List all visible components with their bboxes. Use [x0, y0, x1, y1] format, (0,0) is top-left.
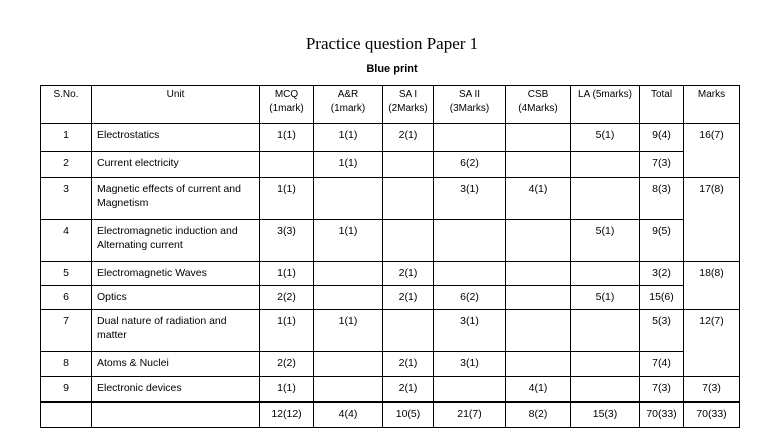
total-csb: 8(2)	[506, 402, 571, 428]
cell-mcq: 3(3)	[260, 220, 314, 262]
total-marks: 70(33)	[684, 402, 740, 428]
cell-mcq: 2(2)	[260, 352, 314, 377]
cell-ar	[314, 352, 383, 377]
cell-total: 7(3)	[640, 377, 684, 402]
cell-sa2: 3(1)	[434, 178, 506, 220]
cell-unit: Electrostatics	[92, 124, 260, 152]
cell-ar: 1(1)	[314, 310, 383, 352]
table-row	[41, 377, 740, 402]
header-sa2	[434, 86, 506, 124]
cell-sa2	[434, 377, 506, 402]
cell-total: 5(3)	[640, 310, 684, 352]
cell-sno: 9	[41, 377, 92, 402]
header-ar-label: A&R	[337, 89, 359, 100]
cell-sno: 5	[41, 262, 92, 286]
header-sa2-label: SA II	[458, 89, 481, 100]
cell-sa2	[434, 124, 506, 152]
page-title: Practice question Paper 1	[305, 34, 479, 53]
cell-la	[571, 262, 640, 286]
table-row	[41, 220, 740, 262]
total-sno	[41, 402, 92, 428]
cell-sa1: 2(1)	[383, 377, 434, 402]
cell-csb	[506, 310, 571, 352]
blueprint-table	[40, 85, 740, 428]
cell-total: 9(4)	[640, 124, 684, 152]
cell-marks: 18(8)	[684, 262, 740, 310]
cell-mcq	[260, 152, 314, 178]
cell-ar: 1(1)	[314, 152, 383, 178]
cell-sa1	[383, 152, 434, 178]
header-mcq-label: MCQ	[274, 89, 299, 100]
cell-unit: Atoms & Nuclei	[92, 352, 260, 377]
table-row	[41, 310, 740, 352]
cell-ar	[314, 178, 383, 220]
table-header-row	[41, 86, 740, 124]
cell-mcq: 1(1)	[260, 124, 314, 152]
header-sa1	[383, 86, 434, 124]
header-mcq-sub: (1mark)	[269, 103, 304, 114]
cell-mcq: 2(2)	[260, 286, 314, 310]
header-sno: S.No.	[41, 86, 92, 124]
cell-sno: 4	[41, 220, 92, 262]
cell-sa2: 3(1)	[434, 352, 506, 377]
cell-sno: 1	[41, 124, 92, 152]
cell-unit: Electromagnetic Waves	[92, 262, 260, 286]
cell-la: 5(1)	[571, 124, 640, 152]
header-sa1-label: SA I	[398, 89, 418, 100]
cell-ar	[314, 286, 383, 310]
cell-sa1	[383, 178, 434, 220]
header-csb-label: CSB	[527, 89, 549, 100]
cell-sa1: 2(1)	[383, 124, 434, 152]
cell-csb	[506, 352, 571, 377]
cell-la	[571, 352, 640, 377]
cell-sa2	[434, 262, 506, 286]
total-mcq: 12(12)	[260, 402, 314, 428]
cell-sa1	[383, 220, 434, 262]
cell-csb: 4(1)	[506, 178, 571, 220]
cell-unit: Electromagnetic induction and Alternating current	[92, 220, 260, 262]
cell-ar	[314, 262, 383, 286]
table-row	[41, 286, 740, 310]
header-sa1-sub: (2Marks)	[388, 103, 428, 114]
cell-total: 8(3)	[640, 178, 684, 220]
cell-marks: 16(7)	[684, 124, 740, 178]
totals-row	[41, 402, 740, 428]
cell-la	[571, 152, 640, 178]
cell-total: 3(2)	[640, 262, 684, 286]
cell-sno: 2	[41, 152, 92, 178]
total-sa2: 21(7)	[434, 402, 506, 428]
cell-sa2: 6(2)	[434, 152, 506, 178]
cell-unit: Optics	[92, 286, 260, 310]
cell-total: 7(4)	[640, 352, 684, 377]
cell-sa1: 2(1)	[383, 262, 434, 286]
header-unit: Unit	[92, 86, 260, 124]
header-ar-sub: (1mark)	[330, 103, 366, 114]
cell-sa1: 2(1)	[383, 352, 434, 377]
header-marks: Marks	[684, 86, 740, 124]
total-sa1: 10(5)	[383, 402, 434, 428]
cell-marks: 7(3)	[684, 377, 740, 402]
header-sa2-sub: (3Marks)	[449, 103, 490, 114]
cell-csb: 4(1)	[506, 377, 571, 402]
cell-sno: 8	[41, 352, 92, 377]
cell-sa1: 2(1)	[383, 286, 434, 310]
cell-csb	[506, 124, 571, 152]
cell-sa2: 3(1)	[434, 310, 506, 352]
cell-marks: 17(8)	[684, 178, 740, 262]
cell-la: 5(1)	[571, 286, 640, 310]
cell-la	[571, 310, 640, 352]
cell-marks: 12(7)	[684, 310, 740, 377]
total-ar: 4(4)	[314, 402, 383, 428]
cell-unit: Magnetic effects of current and Magnetism	[92, 178, 260, 220]
total-unit	[92, 402, 260, 428]
table-row	[41, 152, 740, 178]
cell-la: 5(1)	[571, 220, 640, 262]
cell-unit: Dual nature of radiation and matter	[92, 310, 260, 352]
header-csb-sub: (4Marks)	[518, 103, 558, 114]
cell-ar: 1(1)	[314, 124, 383, 152]
cell-ar	[314, 377, 383, 402]
total-total: 70(33)	[640, 402, 684, 428]
cell-csb	[506, 220, 571, 262]
header-total: Total	[640, 86, 684, 124]
cell-sno: 6	[41, 286, 92, 310]
cell-total: 9(5)	[640, 220, 684, 262]
cell-la	[571, 377, 640, 402]
page-subtitle: Blue print	[366, 63, 418, 75]
table-row	[41, 178, 740, 220]
table-row	[41, 352, 740, 377]
header-la: LA (5marks)	[571, 86, 640, 124]
cell-mcq: 1(1)	[260, 310, 314, 352]
header-ar	[314, 86, 383, 124]
cell-sa2	[434, 220, 506, 262]
cell-sa2: 6(2)	[434, 286, 506, 310]
cell-sa1	[383, 310, 434, 352]
cell-la	[571, 178, 640, 220]
cell-mcq: 1(1)	[260, 178, 314, 220]
cell-csb	[506, 262, 571, 286]
cell-unit: Electronic devices	[92, 377, 260, 402]
header-csb	[506, 86, 571, 124]
table-row	[41, 124, 740, 152]
cell-mcq: 1(1)	[260, 377, 314, 402]
cell-sno: 7	[41, 310, 92, 352]
cell-csb	[506, 286, 571, 310]
header-mcq	[260, 86, 314, 124]
cell-csb	[506, 152, 571, 178]
cell-mcq: 1(1)	[260, 262, 314, 286]
cell-unit: Current electricity	[92, 152, 260, 178]
cell-total: 15(6)	[640, 286, 684, 310]
total-la: 15(3)	[571, 402, 640, 428]
table-row	[41, 262, 740, 286]
cell-total: 7(3)	[640, 152, 684, 178]
cell-sno: 3	[41, 178, 92, 220]
cell-ar: 1(1)	[314, 220, 383, 262]
